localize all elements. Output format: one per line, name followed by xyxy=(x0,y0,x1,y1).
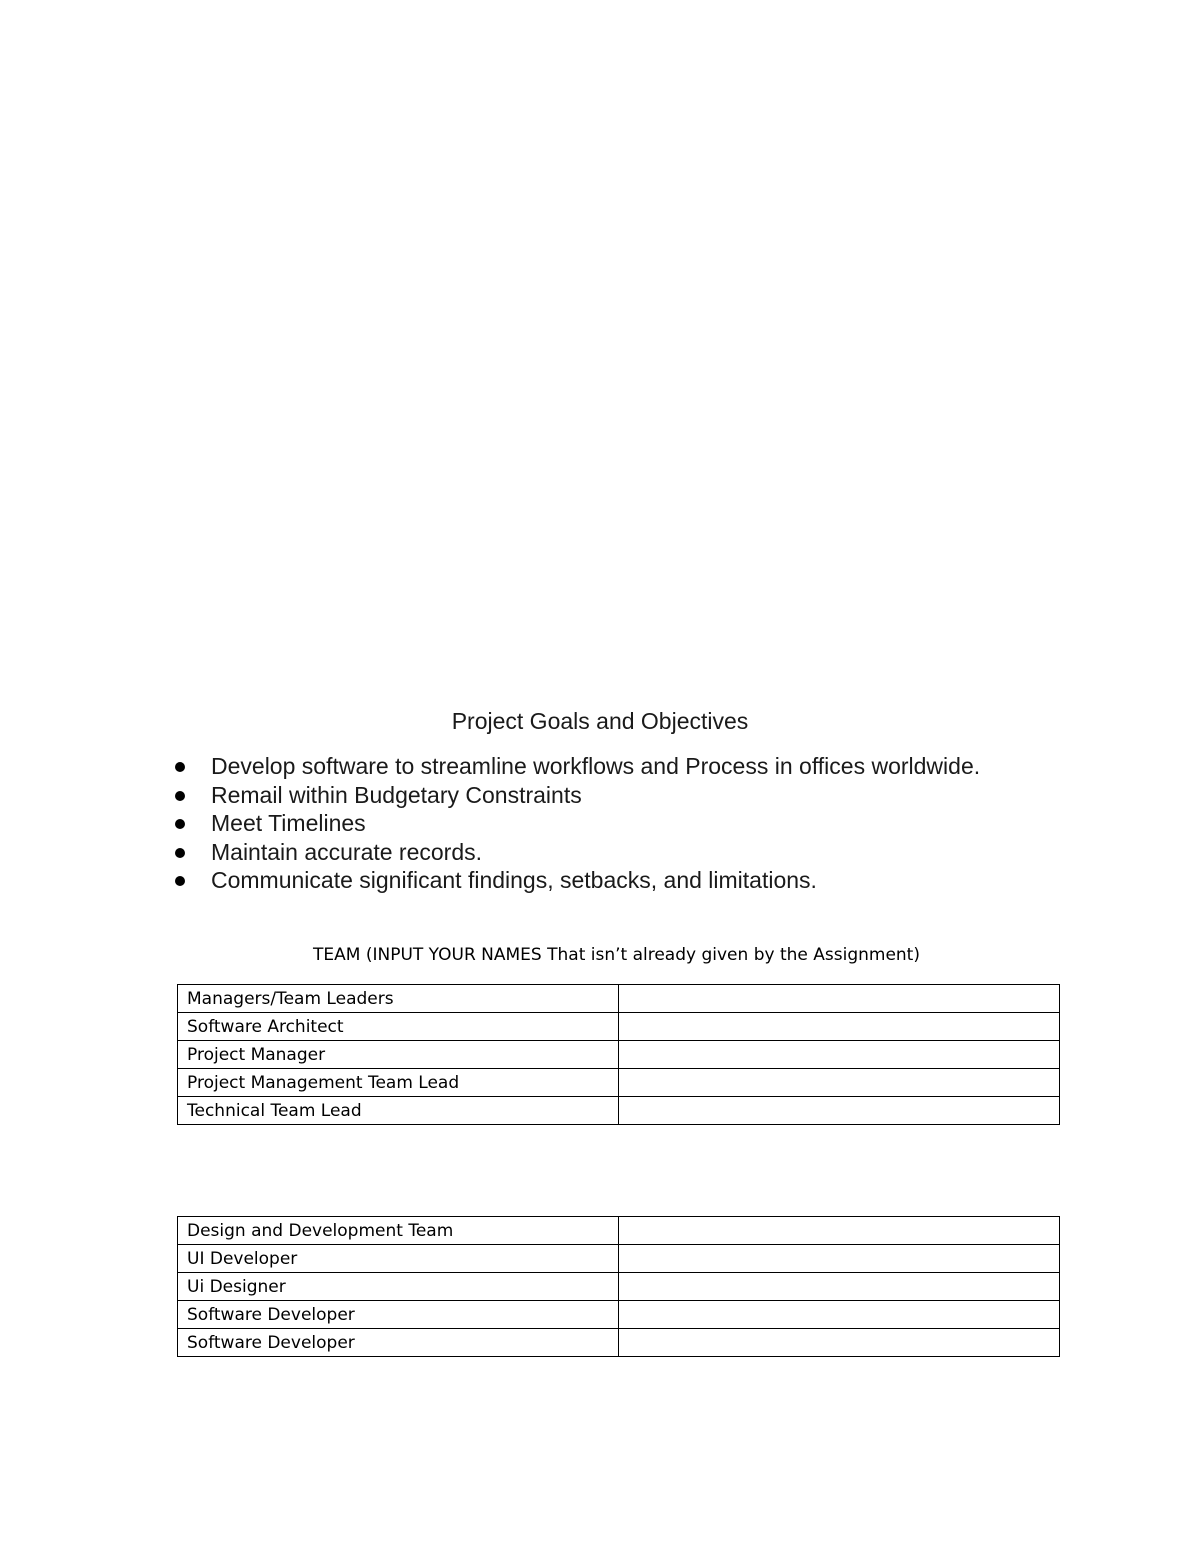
name-cell[interactable] xyxy=(619,1041,1060,1069)
goal-text: Communicate significant findings, setbacks, and limitations. xyxy=(211,867,817,894)
goal-item xyxy=(172,752,980,781)
role-cell: Project Manager xyxy=(178,1041,619,1069)
bullet-icon xyxy=(175,876,185,886)
bullet-icon xyxy=(175,819,185,829)
goal-item xyxy=(172,781,980,810)
table-row xyxy=(178,1041,1060,1069)
table-row xyxy=(178,1273,1060,1301)
role-cell: UI Developer xyxy=(178,1245,619,1273)
leaders-table xyxy=(177,984,1060,1125)
goals-list xyxy=(172,752,980,895)
design-team-table xyxy=(177,1216,1060,1357)
name-cell[interactable] xyxy=(619,1097,1060,1125)
table-row xyxy=(178,1245,1060,1273)
table-row xyxy=(178,1301,1060,1329)
table-row xyxy=(178,1329,1060,1357)
role-cell: Managers/Team Leaders xyxy=(178,985,619,1013)
goal-item xyxy=(172,809,980,838)
name-cell[interactable] xyxy=(619,1245,1060,1273)
name-cell[interactable] xyxy=(619,1329,1060,1357)
role-cell: Software Developer xyxy=(178,1329,619,1357)
table-row xyxy=(178,985,1060,1013)
goal-text: Maintain accurate records. xyxy=(211,838,483,865)
name-cell[interactable] xyxy=(619,1301,1060,1329)
role-cell: Technical Team Lead xyxy=(178,1097,619,1125)
bullet-icon xyxy=(175,762,185,772)
page-title: Project Goals and Objectives xyxy=(451,708,749,734)
name-cell[interactable] xyxy=(619,1013,1060,1041)
name-cell[interactable] xyxy=(619,985,1060,1013)
table-row xyxy=(178,1097,1060,1125)
role-cell: Ui Designer xyxy=(178,1273,619,1301)
role-cell: Software Architect xyxy=(178,1013,619,1041)
role-cell: Design and Development Team xyxy=(178,1217,619,1245)
goal-text: Remail within Budgetary Constraints xyxy=(211,781,582,808)
name-cell[interactable] xyxy=(619,1273,1060,1301)
table-row xyxy=(178,1217,1060,1245)
goal-item xyxy=(172,866,980,895)
table-row xyxy=(178,1069,1060,1097)
goal-item xyxy=(172,838,980,867)
name-cell[interactable] xyxy=(619,1069,1060,1097)
goal-text: Develop software to streamline workflows and Process in offices worldwide. xyxy=(211,753,981,779)
role-cell: Software Developer xyxy=(178,1301,619,1329)
role-cell: Project Management Team Lead xyxy=(178,1069,619,1097)
bullet-icon xyxy=(175,848,185,858)
table-row xyxy=(178,1013,1060,1041)
bullet-icon xyxy=(175,791,185,801)
goal-text: Meet Timelines xyxy=(211,810,366,837)
team-heading: TEAM (INPUT YOUR NAMES That isn’t already given by the Assignment) xyxy=(313,945,920,965)
name-cell[interactable] xyxy=(619,1217,1060,1245)
